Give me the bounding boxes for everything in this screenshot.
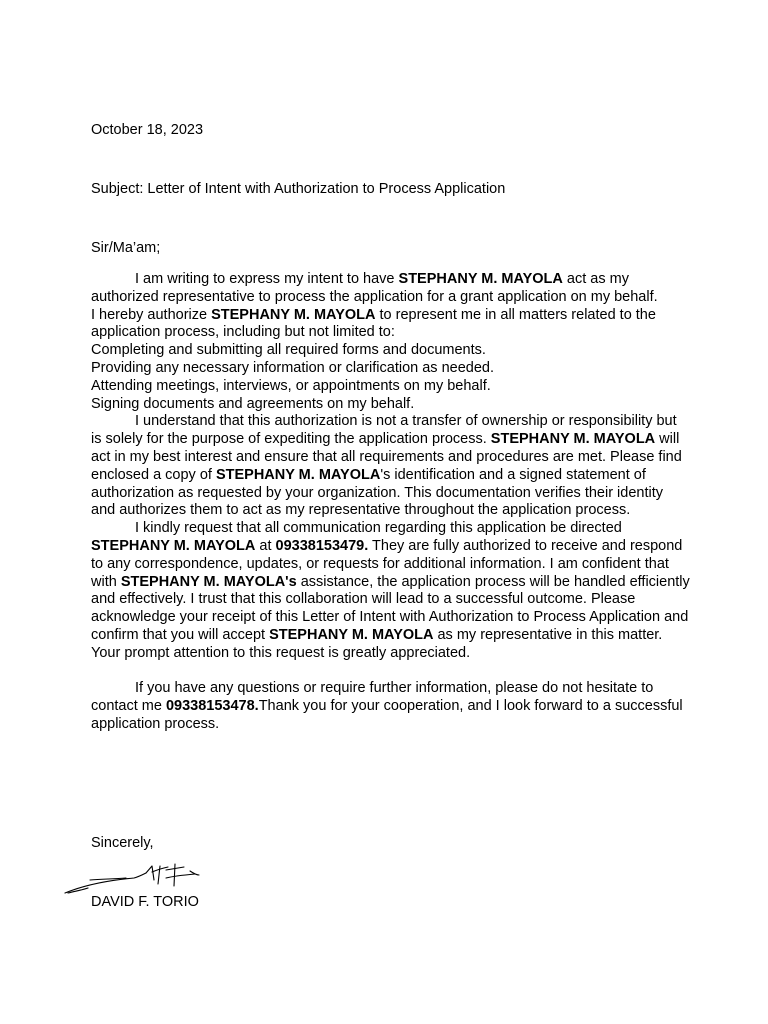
paragraph-text: If you have any questions or require further information, please do not hesitate to contact me: [91, 680, 654, 715]
paragraph-spacer: [91, 663, 691, 681]
contact-phone: 09338153478.: [165, 698, 259, 715]
paragraph-text: They are fully authorized to receive and respond to any correspondence, updates, or requests for additional information. I am confident that with: [91, 537, 683, 590]
letter-date: October 18, 2023: [91, 122, 204, 138]
representative-name: STEPHANY M. MAYOLA: [490, 431, 656, 448]
paragraph-understanding: [91, 413, 691, 520]
paragraph-text: I kindly request that all communication regarding this application be directed: [135, 520, 622, 537]
paragraph-intent: [91, 271, 691, 307]
paragraph-communication: [91, 520, 691, 662]
representative-name: STEPHANY M. MAYOLA: [215, 466, 381, 483]
list-item: Attending meetings, interviews, or appointments on my behalf.: [91, 377, 491, 394]
paragraph-text: assistance, the application process will be handled efficiently and effectively. I trust that this collaboration will lead to a successful outcome. Please acknowledge your receipt of this Letter of Intent with Authorization to Process Application and confirm that you will accept: [91, 573, 690, 643]
letter-closing: Sincerely,: [91, 835, 154, 851]
paragraph-authorization: [91, 307, 691, 343]
paragraph-text: I hereby authorize: [91, 306, 212, 323]
representative-name: STEPHANY M. MAYOLA: [269, 626, 434, 643]
representative-name: STEPHANY M. MAYOLA: [211, 306, 376, 323]
letter-salutation: Sir/Ma’am;: [91, 240, 161, 256]
paragraph-text: I am writing to express my intent to have: [135, 271, 399, 287]
letter-body: [91, 271, 691, 734]
representative-name: STEPHANY M. MAYOLA: [91, 537, 256, 554]
representative-phone: 09338153479.: [275, 537, 369, 554]
signer-name: DAVID F. TORIO: [91, 894, 199, 910]
paragraph-text: at: [255, 537, 276, 554]
paragraph-text: 's identification and a signed statement of authorization as requested by your organization. This documentation verifies their identity and authorizes them to act as my representative throughout the application process.: [91, 466, 663, 519]
paragraph-contact: [91, 680, 691, 733]
representative-name: STEPHANY M. MAYOLA: [398, 271, 563, 287]
paragraph-text: as my representative in this matter. Your prompt attention to this request is greatly appreciated.: [91, 626, 663, 661]
list-item: Signing documents and agreements on my behalf.: [91, 395, 415, 412]
paragraph-text: act as my authorized representative to process the application for a grant application on my behalf.: [91, 271, 658, 305]
paragraph-text: to represent me in all matters related to the application process, including but not limited to:: [91, 306, 656, 341]
letter-subject: Subject: Letter of Intent with Authorization to Process Application: [91, 181, 506, 197]
paragraph-text: will act in my best interest and ensure that all requirements and procedures are met. Please find enclosed a copy of: [91, 431, 682, 483]
list-item: Completing and submitting all required forms and documents.: [91, 342, 486, 359]
representative-name: STEPHANY M. MAYOLA's: [120, 573, 297, 590]
paragraph-text: Thank you for your cooperation, and I look forward to a successful application process.: [91, 698, 683, 732]
paragraph-text: I understand that this authorization is not a transfer of ownership or responsibility but is solely for the purpose of expediting the application process.: [91, 413, 677, 448]
list-item: Providing any necessary information or clarification as needed.: [91, 359, 494, 376]
